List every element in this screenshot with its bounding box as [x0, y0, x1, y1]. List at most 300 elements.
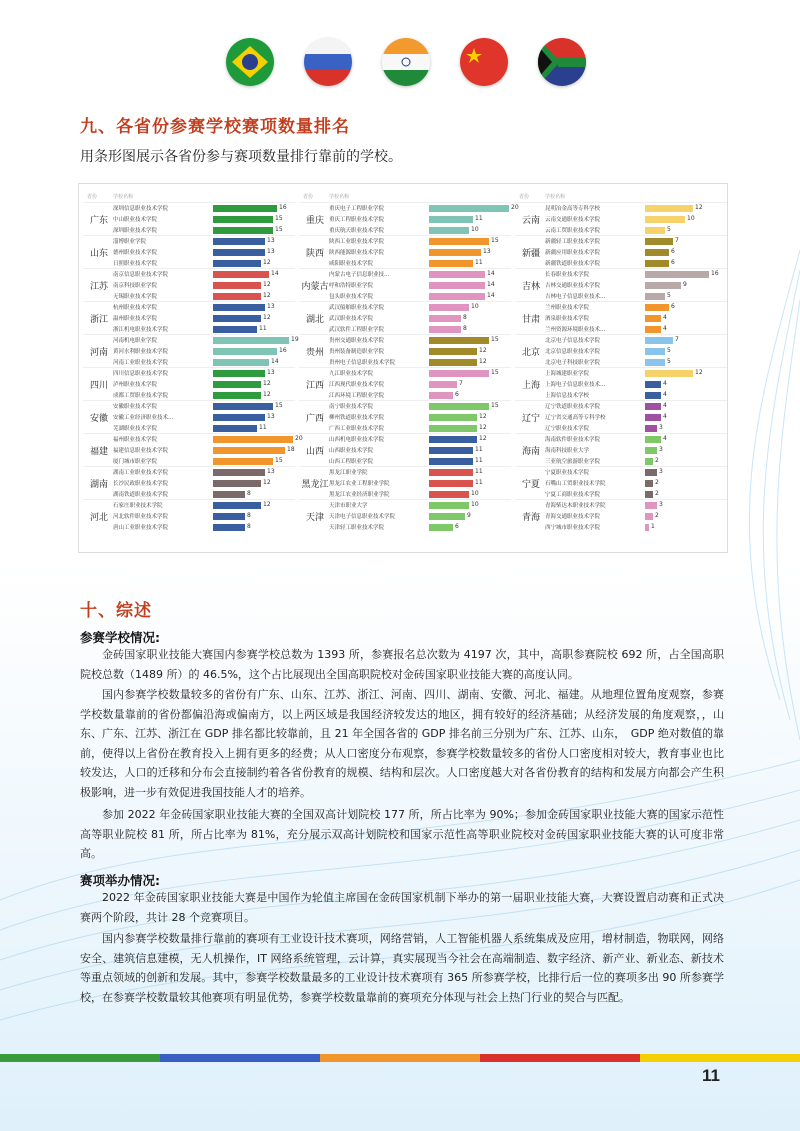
count-label: 8 [247, 490, 251, 497]
school-row [329, 335, 511, 346]
count-bar [645, 370, 693, 377]
count-bar [213, 458, 273, 465]
school-name: 石嘴山工贸职业技术学院 [545, 481, 606, 487]
count-bar [429, 502, 469, 509]
count-bar [429, 271, 485, 278]
province-name: 上海 [521, 381, 540, 391]
school-name: 北京电子信息技术学院 [545, 338, 601, 344]
count-label: 15 [491, 402, 499, 409]
school-name: 芜湖职业技术学院 [113, 426, 158, 432]
count-label: 12 [263, 501, 271, 508]
school-name: 云南交通职业技术学院 [545, 217, 601, 223]
count-bar [429, 524, 453, 531]
province-name: 广西 [305, 414, 324, 424]
count-bar [429, 513, 465, 520]
province-group [299, 499, 511, 532]
count-bar [213, 414, 265, 421]
school-name: 海南软件职业技术学院 [545, 437, 601, 443]
province-group [299, 334, 511, 367]
count-label: 6 [671, 303, 675, 310]
school-name: 安徽工业经济职业技术... [113, 415, 174, 421]
count-label: 7 [675, 237, 679, 244]
count-label: 4 [663, 413, 667, 420]
school-name: 重庆电子工程职业学院 [329, 206, 385, 212]
header-school: 学校名称 [113, 194, 134, 200]
province-group [299, 301, 511, 334]
school-name: 黑龙江职业学院 [329, 470, 368, 476]
count-bar [429, 392, 453, 399]
school-name: 南京科技职业学院 [113, 283, 158, 289]
school-name: 湖南铁道职业技术学院 [113, 492, 169, 498]
province-name: 重庆 [305, 216, 324, 226]
school-name: 淄博职业学院 [113, 239, 147, 245]
count-bar [645, 425, 657, 432]
count-label: 11 [259, 424, 267, 431]
school-row [545, 269, 727, 280]
province-name: 安徽 [89, 414, 108, 424]
count-label: 1 [651, 523, 655, 530]
school-row [113, 500, 295, 511]
count-bar [645, 249, 669, 256]
school-name: 黑龙江农业工程职业学院 [329, 481, 390, 487]
school-row [545, 401, 727, 412]
province-group [83, 235, 295, 268]
province-group [515, 268, 727, 301]
province-group [299, 268, 511, 301]
school-row [113, 269, 295, 280]
count-bar [645, 315, 661, 322]
school-name: 河北软件职业技术学院 [113, 514, 169, 520]
school-row [329, 214, 511, 225]
school-row [329, 346, 511, 357]
count-bar [213, 205, 277, 212]
school-name: 内蒙古电子信息职业技... [329, 272, 390, 278]
count-label: 13 [267, 369, 275, 376]
school-row [329, 236, 511, 247]
count-label: 5 [667, 292, 671, 299]
province-name: 河北 [89, 513, 108, 523]
count-bar [213, 238, 265, 245]
count-label: 19 [291, 336, 299, 343]
count-bar [213, 502, 261, 509]
province-group [83, 367, 295, 400]
count-bar [213, 491, 245, 498]
count-bar [429, 480, 473, 487]
count-label: 12 [263, 292, 271, 299]
school-name: 上海电子信息职业技术... [545, 382, 606, 388]
count-label: 14 [271, 358, 279, 365]
province-name: 四川 [89, 381, 108, 391]
count-bar [429, 436, 477, 443]
school-row [545, 313, 727, 324]
school-row [545, 203, 727, 214]
school-row [545, 302, 727, 313]
count-label: 4 [663, 391, 667, 398]
count-bar [645, 293, 665, 300]
province-name: 山西 [305, 447, 324, 457]
count-bar [429, 337, 489, 344]
province-group [83, 334, 299, 367]
count-bar [429, 249, 481, 256]
count-bar [645, 205, 693, 212]
count-label: 11 [475, 259, 483, 266]
count-label: 12 [695, 204, 703, 211]
school-name: 宁夏工商职业技术学院 [545, 492, 601, 498]
count-bar [213, 282, 261, 289]
count-label: 15 [491, 237, 499, 244]
school-name: 石家庄职业技术学院 [113, 503, 163, 509]
province-group [83, 202, 295, 235]
count-bar [645, 326, 661, 333]
count-label: 15 [275, 402, 283, 409]
count-bar [429, 469, 473, 476]
count-label: 7 [675, 336, 679, 343]
count-bar [645, 513, 653, 520]
count-bar [213, 227, 273, 234]
province-group [515, 367, 727, 400]
count-label: 11 [475, 215, 483, 222]
count-label: 12 [479, 347, 487, 354]
count-bar [645, 282, 681, 289]
count-label: 13 [267, 303, 275, 310]
column-header [515, 190, 727, 202]
count-label: 10 [471, 226, 479, 233]
school-name: 福州职业技术学院 [113, 437, 158, 443]
count-label: 7 [459, 380, 463, 387]
province-name: 湖北 [305, 315, 324, 325]
count-bar [429, 216, 473, 223]
province-group [515, 499, 727, 532]
school-name: 陕西工业职业技术学院 [329, 239, 385, 245]
school-row [329, 434, 511, 445]
school-name: 成都工贸职业技术学院 [113, 393, 169, 399]
count-bar [429, 238, 489, 245]
count-bar [645, 337, 673, 344]
school-name: 武汉软件工程职业学院 [329, 327, 385, 333]
school-name: 安徽职业技术学院 [113, 404, 158, 410]
school-row [329, 368, 511, 379]
paragraph-1: 金砖国家职业技能大赛国内参赛学校总数为 1393 所，参赛报名总次数为 4197 次，其中，高职参赛院校 692 所，占全国高职院校总数（1489 所）的 46.5%，这个占比展现出全国高职院校对金砖国家职业技能大赛的高度认同。 [80, 648, 724, 681]
province-group [299, 433, 511, 466]
header-province: 省份 [519, 194, 530, 200]
count-label: 9 [467, 512, 471, 519]
school-row [329, 379, 511, 390]
count-label: 15 [491, 336, 499, 343]
count-bar [645, 381, 661, 388]
province-group [515, 301, 727, 334]
province-name: 黑龙江 [301, 480, 329, 490]
province-group [515, 202, 727, 235]
school-row [329, 203, 519, 214]
province-name: 新疆 [521, 249, 540, 259]
school-name: 泸州职业技术学院 [113, 382, 158, 388]
school-row [113, 214, 295, 225]
school-row [329, 313, 511, 324]
event-hosting-heading: 赛项举办情况: [80, 873, 160, 888]
school-name: 山西职业技术学院 [329, 448, 374, 454]
school-name: 酒泉职业技术学院 [545, 316, 590, 322]
school-row [545, 445, 727, 456]
school-name: 西宁城市职业技术学院 [545, 525, 601, 531]
school-name: 吉林交通职业技术学院 [545, 283, 601, 289]
school-row [545, 511, 727, 522]
count-bar [645, 502, 657, 509]
school-name: 北京信息职业技术学院 [545, 349, 601, 355]
school-name: 长沙民政职业技术学院 [113, 481, 169, 487]
count-label: 10 [687, 215, 695, 222]
count-label: 20 [511, 204, 519, 211]
school-name: 云南工贸职业技术学院 [545, 228, 601, 234]
school-row [329, 269, 511, 280]
count-bar [213, 216, 273, 223]
count-label: 20 [295, 435, 303, 442]
school-name: 山西机电职业技术学院 [329, 437, 385, 443]
count-bar [429, 282, 485, 289]
school-name: 上海城建职业学院 [545, 371, 590, 377]
count-bar [213, 513, 245, 520]
count-bar [429, 414, 477, 421]
count-label: 4 [663, 402, 667, 409]
count-label: 12 [479, 413, 487, 420]
section-9-title: 九、各省份参赛学校赛项数量排名 [80, 117, 350, 137]
school-name: 日照职业技术学院 [113, 261, 158, 267]
count-label: 9 [683, 281, 687, 288]
school-row [329, 412, 511, 423]
column-header [83, 190, 295, 202]
school-name: 新疆铁道职业技术学院 [545, 261, 601, 267]
school-row [113, 335, 299, 346]
province-name: 江西 [305, 381, 324, 391]
province-group [83, 466, 295, 499]
school-name: 深圳信息职业技术学院 [113, 206, 169, 212]
school-name: 江西环境工程职业学院 [329, 393, 385, 399]
school-row [329, 522, 511, 533]
school-row [545, 478, 727, 489]
province-name: 江苏 [89, 282, 108, 292]
province-name: 天津 [305, 513, 324, 523]
count-bar [645, 458, 653, 465]
school-row [545, 500, 727, 511]
school-name: 浙江机电职业技术学院 [113, 327, 169, 333]
school-row [113, 313, 295, 324]
china-flag-icon [460, 38, 508, 86]
count-label: 13 [267, 248, 275, 255]
school-row [545, 247, 727, 258]
school-row [113, 401, 295, 412]
india-flag-icon [382, 38, 430, 86]
school-row [329, 445, 511, 456]
school-name: 北京电子科技职业学院 [545, 360, 601, 366]
count-bar [213, 436, 293, 443]
school-name: 上海信息技术学校 [545, 393, 590, 399]
count-bar [429, 403, 489, 410]
province-name: 陕西 [305, 249, 324, 259]
count-bar [213, 403, 273, 410]
count-bar [645, 524, 649, 531]
count-bar [213, 260, 261, 267]
school-name: 兰州职业技术学院 [545, 305, 590, 311]
school-row [545, 236, 727, 247]
count-bar [645, 469, 657, 476]
count-bar [213, 425, 257, 432]
count-bar [213, 469, 265, 476]
south-africa-flag-icon [538, 38, 586, 86]
school-row [545, 522, 727, 533]
ranking-column [299, 190, 519, 532]
province-group [299, 367, 511, 400]
school-name: 南京信息职业技术学院 [113, 272, 169, 278]
count-label: 12 [263, 259, 271, 266]
school-row [545, 379, 727, 390]
count-label: 12 [263, 281, 271, 288]
school-row [329, 401, 511, 412]
count-bar [645, 436, 661, 443]
province-name: 北京 [521, 348, 540, 358]
province-name: 辽宁 [521, 414, 540, 424]
province-name: 广东 [89, 216, 108, 226]
count-label: 14 [271, 270, 279, 277]
count-bar [429, 359, 477, 366]
participating-schools-heading: 参赛学校情况: [80, 630, 160, 645]
school-row [113, 247, 295, 258]
province-name: 海南 [521, 447, 540, 457]
count-label: 14 [487, 270, 495, 277]
count-label: 12 [263, 391, 271, 398]
school-name: 重庆工程职业技术学院 [329, 217, 385, 223]
school-row [545, 368, 727, 379]
section-9-subtitle: 用条形图展示各省份参与赛项数量排行靠前的学校。 [80, 149, 402, 165]
count-bar [645, 238, 673, 245]
school-row [545, 280, 727, 291]
count-label: 11 [475, 479, 483, 486]
school-name: 黄河水利职业技术学院 [113, 349, 169, 355]
count-label: 4 [663, 435, 667, 442]
school-name: 昆明冶金高等专科学校 [545, 206, 601, 212]
count-label: 16 [279, 347, 287, 354]
count-bar [645, 414, 661, 421]
count-label: 12 [479, 435, 487, 442]
count-bar [429, 326, 461, 333]
school-name: 江西现代职业技术学院 [329, 382, 385, 388]
province-group [515, 334, 727, 367]
province-group [83, 499, 295, 532]
school-name: 广西工业职业技术学院 [329, 426, 385, 432]
count-label: 2 [655, 490, 659, 497]
count-label: 11 [475, 457, 483, 464]
school-name: 辽宁铁道职业技术学院 [545, 404, 601, 410]
count-label: 15 [275, 215, 283, 222]
count-bar [429, 315, 461, 322]
school-name: 青海交通职业技术学院 [545, 514, 601, 520]
count-label: 16 [279, 204, 287, 211]
school-row [113, 368, 295, 379]
paragraph-2: 国内参赛学校数量较多的省份有广东、山东、江苏、浙江、河南、四川、湖南、安徽、河北、福建。从地理位置角度观察，参赛学校数量靠前的省份都偏沿海或偏南方，以上两区域是我国经济较发达的地区，拥有较好的经济基础；从经济发展的角度观察，，山东、广东、江苏、浙江在 GDP 排名都比较靠前，且 21 年全国各省的 GDP 排名前三分别为广东、江苏、山东， GDP 绝对数值的靠前，使得以上省份在教育投入上拥有更多的经费；从人口密度分布观察，参赛学校数量较多的省份人口密度相对较大，教育事业也比较发达，人口的迁移和分布会直接制约着各省份教育的规模、结构和层次。人口密度越大对各省份教育的结构和发展方向都会产生积极影响，进一步有效促进我国技能人才的培养。 [80, 688, 724, 799]
school-name: 长春职业技术学院 [545, 272, 590, 278]
province-name: 湖南 [89, 480, 108, 490]
school-row [329, 247, 511, 258]
count-label: 8 [247, 512, 251, 519]
school-name: 河南机电职业学院 [113, 338, 158, 344]
province-group [83, 433, 303, 466]
ranking-column [83, 190, 303, 532]
school-name: 重庆航天职业技术学院 [329, 228, 385, 234]
count-bar [645, 359, 665, 366]
count-bar [645, 447, 657, 454]
school-row [113, 412, 295, 423]
count-label: 3 [659, 424, 663, 431]
count-label: 6 [455, 391, 459, 398]
school-name: 贵州电子信息职业技术学院 [329, 360, 396, 366]
count-bar [429, 304, 469, 311]
school-name: 兰州资源环境职业技术... [545, 327, 606, 333]
paragraph-3: 参加 2022 年金砖国家职业技能大赛的全国双高计划院校 177 所，所占比率为 90%；参加金砖国家职业技能大赛的国家示范性高等职业院校 81 所，所占比率为 81%，充分展示双高计划院校和国家示范性高等职业院校对金砖国家职业技能大赛的认可度非常高。 [80, 808, 724, 860]
count-label: 12 [263, 314, 271, 321]
count-label: 15 [491, 369, 499, 376]
header-school: 学校名称 [545, 194, 566, 200]
brics-flags [226, 38, 586, 88]
school-name: 唐山工业职业技术学院 [113, 525, 169, 531]
count-bar [429, 381, 457, 388]
brazil-flag-icon [226, 38, 274, 86]
province-group [515, 466, 727, 499]
count-label: 8 [463, 314, 467, 321]
count-bar [213, 480, 261, 487]
count-label: 14 [487, 292, 495, 299]
school-row [113, 467, 295, 478]
province-name: 宁夏 [521, 480, 540, 490]
count-bar [429, 491, 469, 498]
school-name: 湖南工业职业技术学院 [113, 470, 169, 476]
school-name: 新疆应用职业技术学院 [545, 250, 601, 256]
count-label: 18 [287, 446, 295, 453]
count-bar [429, 425, 477, 432]
ranking-column [515, 190, 727, 532]
count-bar [213, 370, 265, 377]
province-ranking-table [78, 183, 728, 553]
paragraph-5: 国内参赛学校数量排行靠前的赛项有工业设计技术赛项，网络营销，人工智能机器人系统集成及应用，增材制造，物联网，网络安全、建筑信息建模，无人机操作，IT 网络系统管理，云计算，真实展现当今社会在高端制造、数字经济、新产业、新业态、新技术等重点领域的创新和发展。其中，参赛学校数量最多的工业设计技术赛项有 365 所参赛学校，比排行后一位的赛项多出 90 所参赛学校，在参赛学校数量较其他赛项有明显优势，参赛学校数量靠前的赛项充分体现与社会上热门行业的契合与匹配。 [80, 932, 724, 1004]
school-row [329, 511, 511, 522]
count-label: 13 [267, 468, 275, 475]
school-name: 河南工业职业技术学院 [113, 360, 169, 366]
count-bar [213, 447, 285, 454]
count-label: 6 [671, 259, 675, 266]
count-label: 11 [259, 325, 267, 332]
school-name: 贵州交通职业技术学院 [329, 338, 385, 344]
school-name: 德州职业技术学院 [113, 250, 158, 256]
school-row [113, 478, 295, 489]
count-bar [429, 205, 509, 212]
province-name: 河南 [89, 348, 108, 358]
count-label: 5 [667, 358, 671, 365]
school-name: 无锡职业技术学院 [113, 294, 158, 300]
count-bar [213, 249, 265, 256]
count-bar [429, 348, 477, 355]
count-bar [429, 370, 489, 377]
count-bar [429, 260, 473, 267]
school-name: 陕西能源职业技术学院 [329, 250, 385, 256]
province-name: 吉林 [521, 282, 540, 292]
count-bar [213, 359, 269, 366]
count-bar [213, 293, 261, 300]
header-school: 学校名称 [329, 194, 350, 200]
school-row [329, 500, 511, 511]
school-name: 南宁职业技术学院 [329, 404, 374, 410]
province-group [83, 400, 295, 433]
count-bar [645, 216, 685, 223]
count-bar [645, 403, 661, 410]
province-name: 甘肃 [521, 315, 540, 325]
province-group [299, 400, 511, 433]
